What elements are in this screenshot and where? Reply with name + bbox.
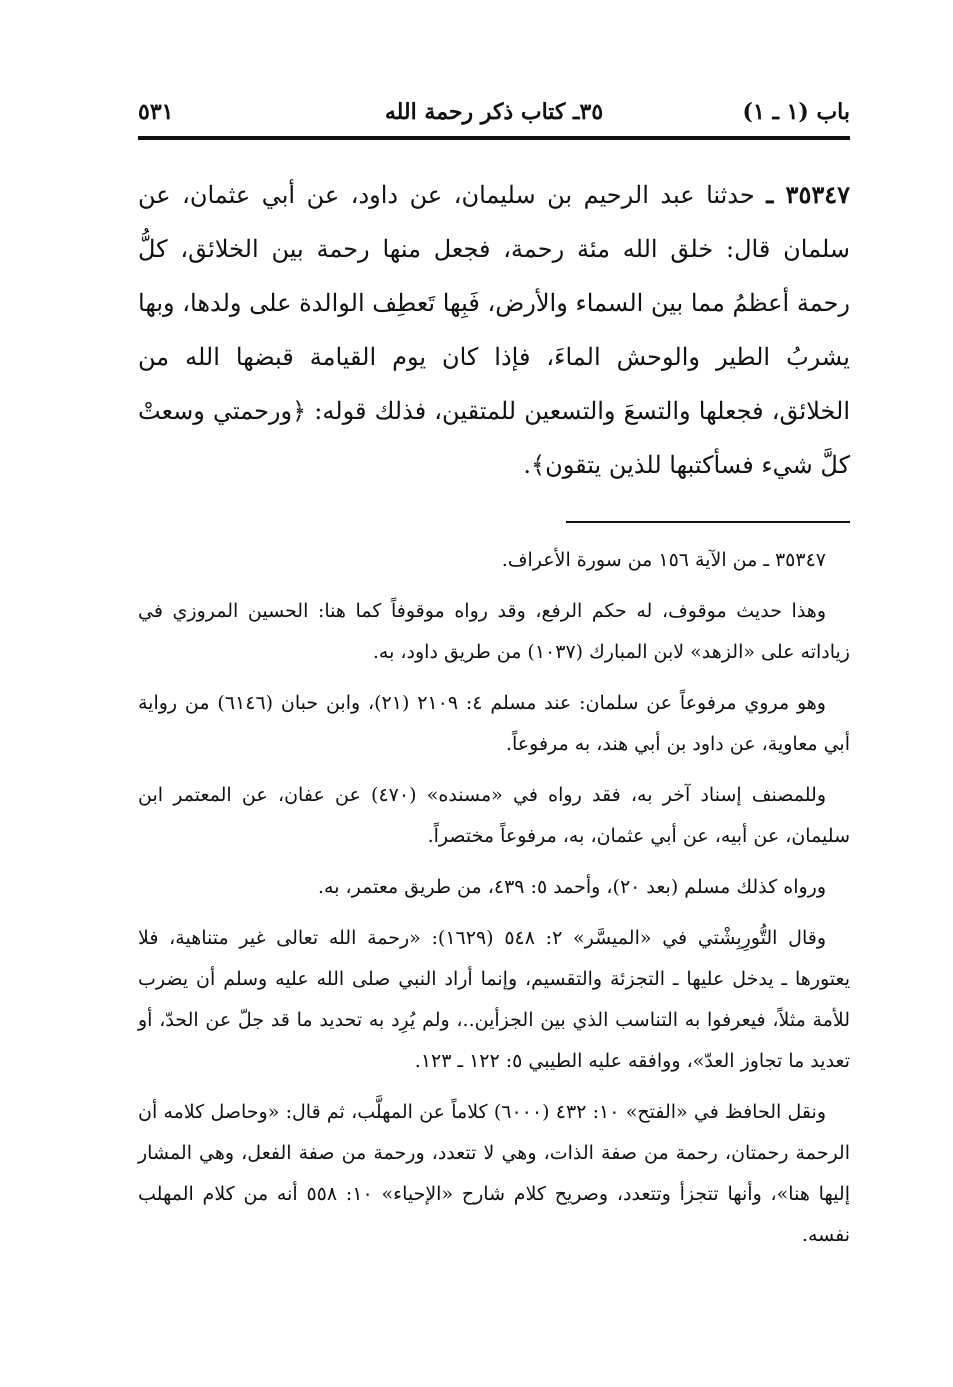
page-number: ٥٣١ (138, 99, 174, 125)
book-title: ٣٥ـ كتاب ذكر رحمة الله (384, 99, 604, 125)
chapter-reference: باب (١ ـ ١) (742, 99, 850, 125)
footnote-1: ٣٥٣٤٧ ـ من الآية ١٥٦ من سورة الأعراف. (501, 549, 826, 571)
footnote-4: وللمصنف إسناد آخر به، فقد رواه في «مسنده» (٤٧٠) عن عفان، عن المعتمر ابن سليمان، عن أبيه، عن أبي عثمان، به، مرفوعاً مختصراً. (138, 784, 850, 847)
footnote-3: وهو مروي مرفوعاً عن سلمان: عند مسلم ٤: ٢١٠٩ (٢١)، وابن حبان (٦١٤٦) من رواية أبي معاوية، عن داود بن أبي هند، به مرفوعاً. (138, 692, 850, 755)
hadith-number: ٣٥٣٤٧ ـ (766, 180, 850, 209)
footnote-2: وهذا حديث موقوف، له حكم الرفع، وقد رواه موقوفاً كما هنا: الحسين المروزي في زياداته على «الزهد» لابن المبارك (١٠٣٧) من طريق داود، به. (138, 600, 850, 663)
footnotes (138, 540, 850, 1266)
footnote-7: ونقل الحافظ في «الفتح» ١٠: ٤٣٢ (٦٠٠٠) كلاماً عن المهلَّب، ثم قال: «وحاصل كلامه أن الرحمة رحمتان، رحمة من صفة الذات، وهي لا تتعدد، ورحمة من صفة الفعل، وهي المشار إليها هنا»، وأنها تتجزأ وتتعدد، وصريح كلام شارح «الإحياء» ١٠: ٥٥٨ أنه من كلام المهلب نفسه. (138, 1101, 850, 1246)
hadith-text (138, 168, 850, 492)
hadith-body: حدثنا عبد الرحيم بن سليمان، عن داود، عن أبي عثمان، عن سلمان قال: خلق الله مئة رحمة، فجعل منها رحمة بين الخلائق، كلُّ رحمة أعظمُ مما بين السماء والأرض، فَبِها تَعطِف الوالدة على ولدها، وبها يشربُ الطير والوحش الماءَ، فإذا كان يوم القيامة قبضها الله من الخلائق، فجعلها والتسعَ والتسعين للمتقين، فذلك قوله: ﴿ورحمتي وسعتْ كلَّ شيء فسأكتبها للذين يتقون﴾. (138, 181, 850, 479)
footnote-separator (566, 521, 850, 523)
header-rule (138, 136, 850, 140)
footnote-6: وقال التُّورِبِشْتي في «الميسَّر» ٢: ٥٤٨ (١٦٢٩): «رحمة الله تعالى غير متناهية، فلا يعتورها ـ يدخل عليها ـ التجزئة والتقسيم، وإنما أراد النبي صلى الله عليه وسلم أن يضرب للأمة مثلاً، فيعرفوا به التناسب الذي بين الجزأين..، ولم يُرِد به تحديد ما قد جلّ عن الحدّ، أو تعديد ما تجاوز العدّ»، ووافقه عليه الطيبي ٥: ١٢٢ ـ ١٢٣. (138, 927, 850, 1072)
footnote-5: ورواه كذلك مسلم (بعد ٢٠)، وأحمد ٥: ٤٣٩، من طريق معتمر، به. (317, 876, 826, 898)
running-header (138, 92, 850, 132)
